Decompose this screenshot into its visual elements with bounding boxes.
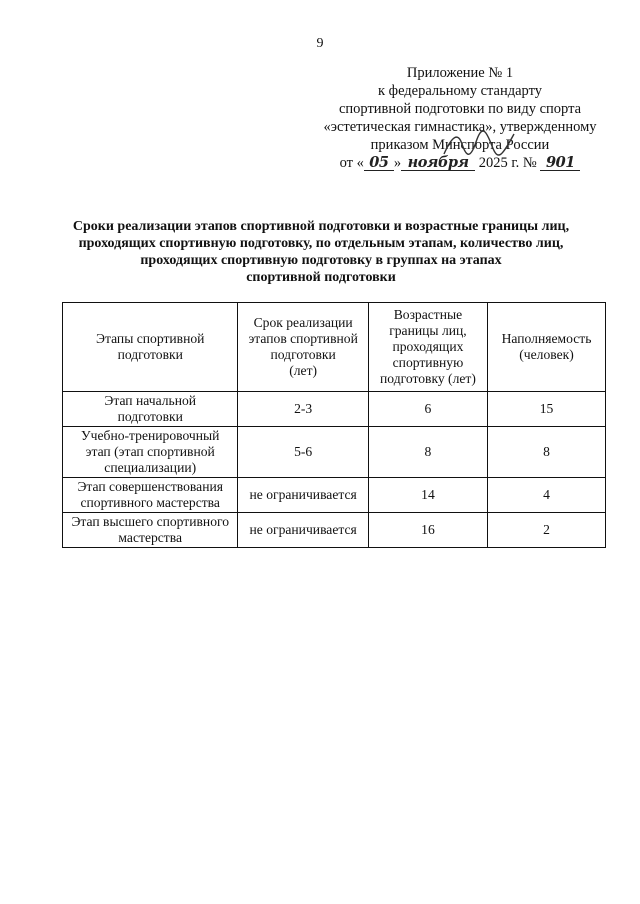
cell-age: 8 [368, 427, 487, 478]
cell-fill: 15 [488, 392, 606, 427]
order-number: 901 [546, 154, 575, 171]
header-stage: Этапы спортивной подготовки [63, 303, 238, 392]
cell-age: 6 [368, 392, 487, 427]
order-line [300, 154, 620, 172]
table-row [63, 478, 606, 513]
cell-term: 2-3 [238, 392, 368, 427]
table-row [63, 513, 606, 548]
header-fill: Наполняемость (человек) [488, 303, 606, 392]
stages-table [62, 302, 606, 548]
order-year: 2025 г. № [475, 155, 541, 171]
cell-term: не ограничивается [238, 513, 368, 548]
appendix-line-3: спортивной подготовки по виду спорта [338, 101, 582, 117]
cell-stage: Учебно-тренировочный этап (этап спортивной специализации) [63, 427, 238, 478]
cell-fill: 8 [488, 427, 606, 478]
cell-term: 5-6 [238, 427, 368, 478]
cell-stage: Этап высшего спортивного мастерства [63, 513, 238, 548]
order-prefix: от « [339, 155, 364, 171]
table-header-row [63, 303, 606, 392]
order-month-blank [401, 156, 475, 171]
order-mid: » [393, 155, 402, 171]
appendix-line-5: приказом Минспорта России [370, 137, 550, 153]
table-row [63, 392, 606, 427]
document-title [56, 218, 586, 286]
page-number: 9 [316, 36, 324, 51]
order-day: 05 [369, 154, 389, 171]
cell-fill: 4 [488, 478, 606, 513]
table-row [63, 427, 606, 478]
header-term: Срок реализации этапов спортивной подготовки (лет) [238, 303, 368, 392]
cell-age: 14 [368, 478, 487, 513]
title-line-3: проходящих спортивную подготовку в группах на этапах [140, 253, 502, 268]
cell-stage: Этап совершенствования спортивного мастерства [63, 478, 238, 513]
cell-term: не ограничивается [238, 478, 368, 513]
cell-stage: Этап начальной подготовки [63, 392, 238, 427]
title-line-1: Сроки реализации этапов спортивной подготовки и возрастные границы лиц, [72, 219, 570, 234]
appendix-line-2: к федеральному стандарту [378, 83, 542, 99]
cell-age: 16 [368, 513, 487, 548]
header-age: Возрастные границы лиц, проходящих спортивную подготовку (лет) [368, 303, 487, 392]
appendix-line-1: Приложение № 1 [406, 65, 514, 81]
appendix-header [300, 64, 620, 172]
appendix-line-4: «эстетическая гимнастика», утвержденному [323, 119, 597, 135]
order-number-blank [540, 156, 580, 171]
title-line-2: проходящих спортивную подготовку, по отдельным этапам, количество лиц, [78, 236, 564, 251]
order-day-blank [364, 156, 394, 171]
order-month: ноября [407, 154, 469, 171]
cell-fill: 2 [488, 513, 606, 548]
title-line-4: спортивной подготовки [246, 270, 396, 285]
